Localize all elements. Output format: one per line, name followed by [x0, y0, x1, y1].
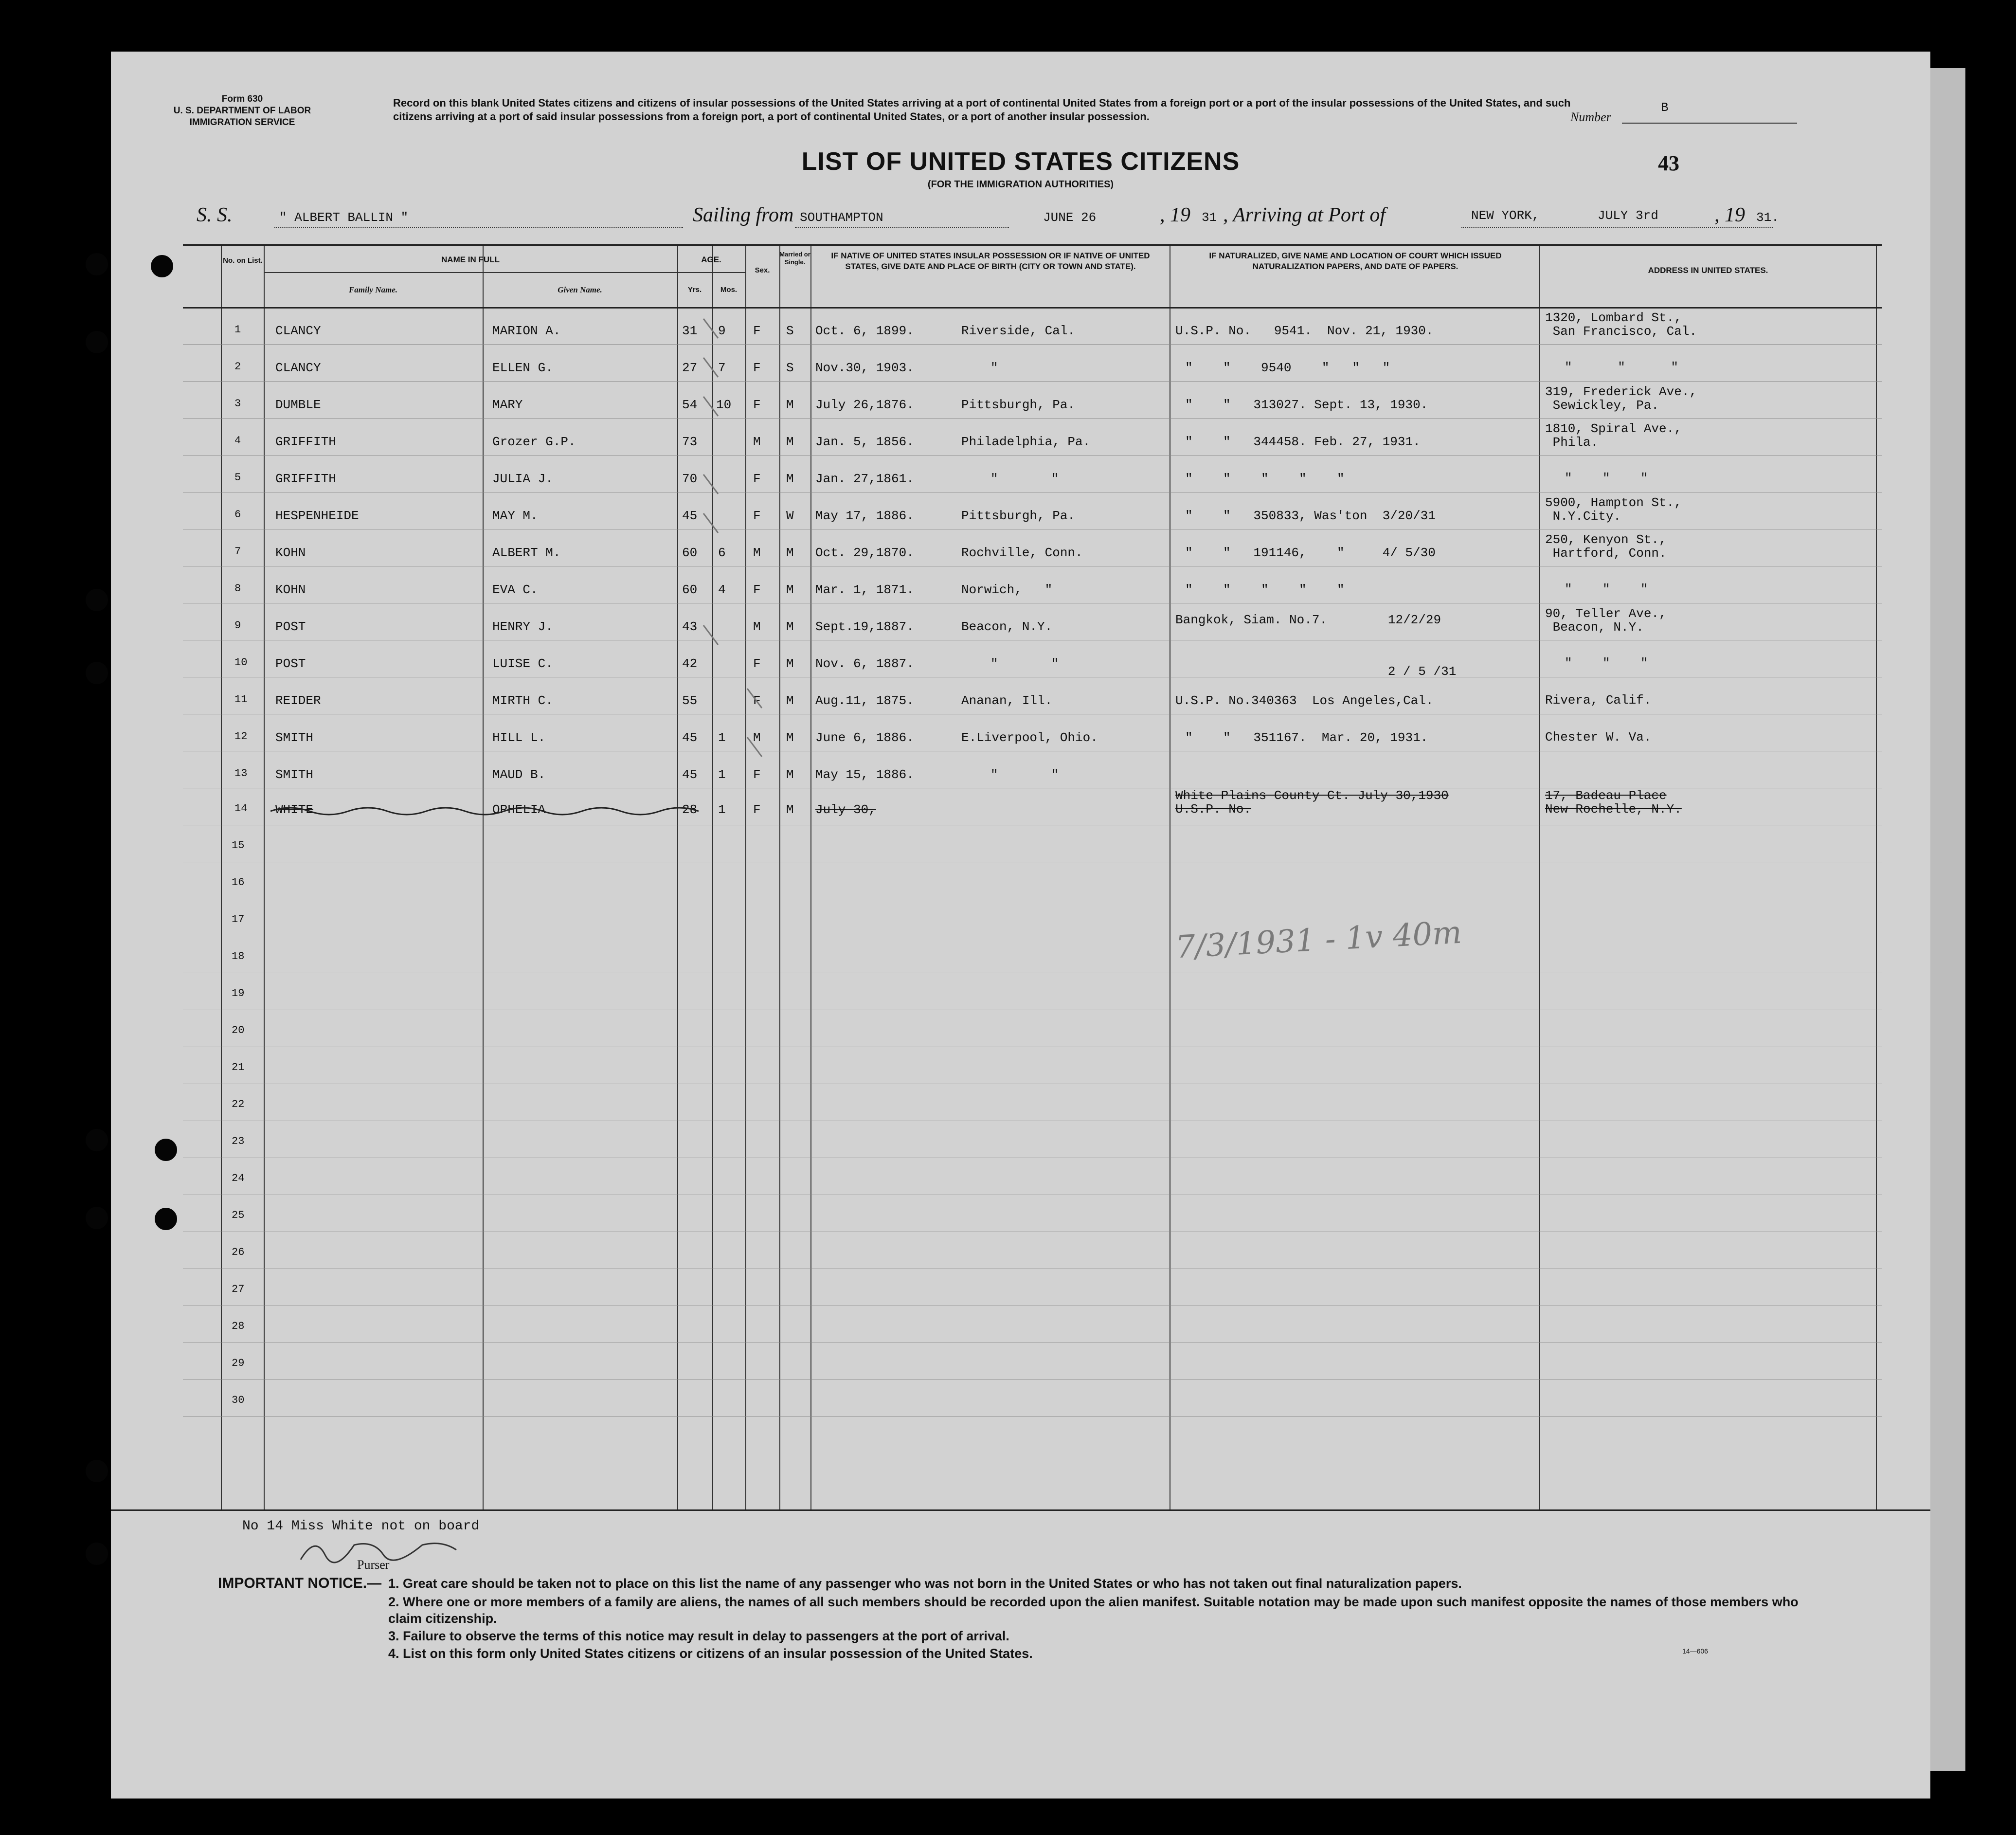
col-given-name: Given Name. — [558, 285, 602, 294]
marital-status: M — [786, 472, 794, 486]
birth-date: Nov.30, 1903. — [815, 361, 914, 375]
row-number: 10 — [234, 656, 248, 669]
family-name: POST — [275, 656, 306, 671]
birth-place: Norwich, " — [961, 582, 1053, 597]
family-name: GRIFFITH — [275, 435, 336, 449]
row-number: 3 — [234, 398, 241, 410]
table-row — [183, 351, 1882, 388]
age-years: 70 — [682, 472, 698, 486]
sex: M — [753, 545, 761, 560]
col-yrs: Yrs. — [687, 286, 702, 294]
birth-date: May 15, 1886. — [815, 767, 914, 782]
address: 5900, Hampton St., N.Y.City. — [1545, 495, 1682, 524]
header-divider — [264, 272, 677, 273]
row-number: 12 — [234, 730, 248, 743]
form-number: Form 630 — [221, 94, 263, 104]
address: 1810, Spiral Ave., Phila. — [1545, 421, 1682, 450]
number-underline — [1622, 123, 1797, 124]
departure-year: 31 — [1202, 210, 1217, 225]
row-number: 1 — [234, 324, 241, 336]
punch-hole — [86, 1129, 108, 1151]
birth-place: " " — [990, 656, 1059, 671]
form-header — [160, 93, 325, 128]
col-age: AGE. — [701, 255, 721, 264]
row-number: 22 — [232, 1098, 245, 1110]
address: Rivera, Calif. — [1545, 693, 1652, 708]
age-years: 45 — [682, 767, 698, 782]
birth-date: May 17, 1886. — [815, 509, 914, 523]
table-row — [183, 384, 1882, 425]
table-row — [183, 721, 1882, 758]
given-name: ELLEN G. — [492, 361, 553, 375]
marital-status: M — [786, 545, 794, 560]
naturalization: " " 313027. Sept. 13, 1930. — [1185, 398, 1428, 412]
table-row — [183, 573, 1882, 610]
age-years: 60 — [682, 545, 698, 560]
col-no-on-list: No. on List. — [223, 256, 263, 265]
marital-status: M — [786, 656, 794, 671]
pencil-check-marks — [684, 309, 801, 776]
family-name: KOHN — [275, 582, 306, 597]
row-number: 7 — [234, 545, 241, 558]
notice-item: 2. Where one or more members of a family are aliens, the names of all such members should be recorded upon the alien manifest. Suitable notation may be made upon such manifest opposite the names of those members who claim citizenship. — [388, 1595, 1799, 1626]
address: " " " — [1565, 656, 1648, 671]
intro-text: Record on this blank United States citizens and citizens of insular possessions of the United States arriving at a port of continental United States from a foreign port or a port of the insular possessions of the United States, and such citizens arriving at a port of said insular possessions from a foreign port, a port of continental United States, or a port of another insular possession. — [393, 97, 1571, 123]
given-name: MAY M. — [492, 509, 538, 523]
birth-place: Beacon, N.Y. — [961, 619, 1053, 634]
naturalization: " " 350833, Was'ton 3/20/31 — [1185, 509, 1436, 523]
header-divider — [677, 272, 745, 273]
family-name: KOHN — [275, 545, 306, 560]
family-name: CLANCY — [275, 361, 321, 375]
given-name: MAUD B. — [492, 767, 546, 782]
age-years: 31 — [682, 324, 698, 338]
age-years: 60 — [682, 582, 698, 597]
family-name: HESPENHEIDE — [275, 509, 359, 523]
punch-hole — [151, 255, 173, 277]
address: " " " — [1565, 582, 1648, 597]
family-name: DUMBLE — [275, 398, 321, 412]
table-row — [183, 684, 1882, 721]
table-row — [183, 495, 1882, 536]
punch-hole — [86, 1543, 108, 1565]
naturalization: " " " " " — [1185, 472, 1345, 486]
punch-hole — [155, 1208, 177, 1230]
naturalization: U.S.P. No.340363 Los Angeles,Cal. — [1175, 693, 1434, 708]
col-birth: IF NATIVE OF UNITED STATES INSULAR POSSESSION OR IF NATIVE OF UNITED STATES, GIVE DATE AND PLACE OF BIRTH (CITY OR TOWN AND STATE). — [831, 251, 1150, 271]
age-years: 45 — [682, 509, 698, 523]
birth-date: July 30, — [815, 802, 876, 817]
manifest-page — [111, 52, 1930, 1799]
age-years: 55 — [682, 693, 698, 708]
given-name: ALBERT M. — [492, 545, 561, 560]
row-number: 17 — [232, 913, 245, 926]
typed-note: No 14 Miss White not on board — [242, 1519, 480, 1534]
row-number: 4 — [234, 435, 241, 447]
sex: F — [753, 767, 761, 782]
sex: F — [753, 582, 761, 597]
inspector-note: 7/3/1931 - 1v 40m — [1174, 914, 1463, 966]
sex: F — [753, 398, 761, 412]
sex: F — [753, 509, 761, 523]
ss-label: S. S. — [197, 204, 233, 226]
important-notice-label: IMPORTANT NOTICE.— — [218, 1575, 382, 1591]
col-family-name: Family Name. — [348, 285, 398, 294]
strike-through-mark — [270, 800, 699, 820]
sailing-label: Sailing from — [693, 204, 794, 226]
birth-date: Jan. 27,1861. — [815, 472, 914, 486]
marital-status: M — [786, 582, 794, 597]
passenger-table — [183, 244, 1882, 1511]
birth-date: Nov. 6, 1887. — [815, 656, 914, 671]
birth-date: Oct. 6, 1899. — [815, 324, 914, 338]
sex: F — [753, 693, 761, 708]
table-row — [183, 532, 1882, 573]
row-number: 20 — [232, 1024, 245, 1036]
page-number: 43 — [1658, 151, 1679, 175]
department: U. S. DEPARTMENT OF LABOR — [173, 106, 311, 116]
birth-date: Jan. 5, 1856. — [815, 435, 914, 449]
form-code: 14—606 — [1682, 1647, 1708, 1655]
row-number: 16 — [232, 876, 245, 889]
sex: F — [753, 472, 761, 486]
given-name: HILL L. — [492, 730, 546, 745]
birth-place: Philadelphia, Pa. — [961, 435, 1091, 449]
row-number: 21 — [232, 1061, 245, 1073]
table-row — [183, 647, 1882, 684]
row-number: 19 — [232, 987, 245, 999]
given-name: JULIA J. — [492, 472, 553, 486]
naturalization: " " 344458. Feb. 27, 1931. — [1185, 435, 1421, 449]
given-name: EVA C. — [492, 582, 538, 597]
punch-hole — [86, 589, 108, 611]
age-years: 45 — [682, 730, 698, 745]
row-number: 18 — [232, 950, 245, 963]
age-years: 28 — [682, 802, 698, 817]
table-row — [183, 606, 1882, 647]
ship-name: " ALBERT BALLIN " — [279, 210, 409, 225]
footer-notice — [111, 1509, 1930, 1793]
table-row — [183, 310, 1882, 351]
header-bottom — [183, 307, 1882, 309]
given-name: MARION A. — [492, 324, 561, 338]
birth-date: Oct. 29,1870. — [815, 545, 914, 560]
birth-place: Pittsburgh, Pa. — [961, 509, 1076, 523]
naturalization: " " 9540 " " " — [1185, 361, 1390, 375]
ship-name-line — [274, 227, 683, 228]
family-name: POST — [275, 619, 306, 634]
family-name: GRIFFITH — [275, 472, 336, 486]
naturalization: " " " " " — [1185, 582, 1345, 597]
age-years: 73 — [682, 435, 698, 449]
row-number: 27 — [232, 1283, 245, 1295]
row-number: 30 — [232, 1394, 245, 1406]
age-months: 6 — [718, 545, 726, 560]
voyage-line — [197, 203, 1831, 233]
birth-place: E.Liverpool, Ohio. — [961, 730, 1098, 745]
address: 17, Badeau Place New Rochelle, N.Y. — [1545, 788, 1682, 817]
row-number: 26 — [232, 1246, 245, 1258]
age-months: 4 — [718, 582, 726, 597]
departure-port: SOUTHAMPTON — [800, 210, 883, 225]
marital-status: M — [786, 730, 794, 745]
birth-place: Pittsburgh, Pa. — [961, 398, 1076, 412]
row-number: 8 — [234, 582, 241, 595]
birth-date: Mar. 1, 1871. — [815, 582, 914, 597]
sex: M — [753, 619, 761, 634]
purser-label: Purser — [357, 1558, 390, 1572]
row-number: 13 — [234, 767, 248, 780]
departure-port-line — [795, 227, 1009, 228]
age-months: 9 — [718, 324, 726, 338]
row-number: 25 — [232, 1209, 245, 1221]
age-months: 10 — [716, 398, 732, 412]
punch-hole — [86, 253, 108, 275]
marital-status: M — [786, 693, 794, 708]
marital-status: W — [786, 509, 794, 523]
marital-status: M — [786, 767, 794, 782]
row-number: 24 — [232, 1172, 245, 1184]
birth-date: Aug.11, 1875. — [815, 693, 914, 708]
row-number: 6 — [234, 509, 241, 521]
birth-date: June 6, 1886. — [815, 730, 914, 745]
year-prefix-2: , 19 — [1714, 204, 1745, 226]
year-prefix-1: , 19 — [1160, 204, 1190, 226]
marital-status: S — [786, 324, 794, 338]
given-name: LUISE C. — [492, 656, 553, 671]
given-name: HENRY J. — [492, 619, 553, 634]
row-number: 5 — [234, 472, 241, 484]
birth-place: Riverside, Cal. — [961, 324, 1076, 338]
given-name: OPHELIA — [492, 802, 546, 817]
col-sex: Sex. — [755, 266, 770, 274]
naturalization: " " 351167. Mar. 20, 1931. — [1185, 730, 1428, 745]
given-name: Grozer G.P. — [492, 435, 576, 449]
naturalization: 2 / 5 /31 — [1175, 664, 1457, 679]
family-name: REIDER — [275, 693, 321, 708]
birth-place: " " — [990, 767, 1059, 782]
birth-date: Sept.19,1887. — [815, 619, 914, 634]
punch-hole — [86, 662, 108, 684]
marital-status: M — [786, 398, 794, 412]
age-months: 1 — [718, 730, 726, 745]
family-name: WHITE — [275, 802, 314, 817]
arrival-year: 31. — [1756, 210, 1779, 225]
sex: F — [753, 324, 761, 338]
sex: F — [753, 361, 761, 375]
age-months: 1 — [718, 767, 726, 782]
col-naturalized: IF NATURALIZED, GIVE NAME AND LOCATION OF COURT WHICH ISSUED NATURALIZATION PAPERS, AND DATE OF PAPERS. — [1209, 251, 1502, 271]
table-row — [183, 421, 1882, 462]
notice-item: 1. Great care should be taken not to place on this list the name of any passenger who was not born in the United States or who has not taken out final naturalization papers. — [388, 1576, 1462, 1591]
arrival-line — [1461, 227, 1773, 228]
arrival-port: NEW YORK, — [1471, 208, 1540, 223]
col-married: Married or Single. — [779, 251, 810, 266]
age-years: 27 — [682, 361, 698, 375]
family-name: SMITH — [275, 767, 314, 782]
sex: F — [753, 802, 761, 817]
birth-place: Rochville, Conn. — [961, 545, 1083, 560]
address: 90, Teller Ave., Beacon, N.Y. — [1545, 606, 1667, 635]
row-number: 29 — [232, 1357, 245, 1369]
marital-status: M — [786, 802, 794, 817]
birth-place: " — [990, 361, 998, 375]
address: 1320, Lombard St., San Francisco, Cal. — [1545, 310, 1697, 339]
punch-hole — [155, 1139, 177, 1161]
address: 250, Kenyon St., Hartford, Conn. — [1545, 532, 1667, 561]
marital-status: S — [786, 361, 794, 375]
col-mos: Mos. — [720, 286, 738, 294]
naturalization: " " 191146, " 4/ 5/30 — [1185, 545, 1436, 560]
age-months: 7 — [718, 361, 726, 375]
service: IMMIGRATION SERVICE — [189, 117, 295, 127]
naturalization: U.S.P. No. 9541. Nov. 21, 1930. — [1175, 324, 1434, 338]
col-address: ADDRESS IN UNITED STATES. — [1648, 266, 1768, 275]
age-years: 42 — [682, 656, 698, 671]
table-row — [183, 462, 1882, 499]
birth-date: July 26,1876. — [815, 398, 914, 412]
arriving-label: , Arriving at Port of — [1223, 204, 1386, 226]
arrival-date: JULY 3rd — [1598, 208, 1658, 223]
row-number: 28 — [232, 1320, 245, 1332]
given-name: MARY — [492, 398, 523, 412]
birth-place: " " — [990, 472, 1059, 486]
row-number: 2 — [234, 361, 241, 373]
row-number: 23 — [232, 1135, 245, 1147]
family-name: CLANCY — [275, 324, 321, 338]
punch-hole — [86, 331, 108, 353]
notice-item: 4. List on this form only United States citizens or citizens of an insular possession of the United States. — [388, 1646, 1033, 1661]
age-years: 43 — [682, 619, 698, 634]
naturalization: White Plains County Ct. July 30,1930 U.S.P. No. — [1175, 788, 1449, 817]
naturalization: Bangkok, Siam. No.7. 12/2/29 — [1175, 613, 1441, 627]
address: " " " — [1565, 471, 1648, 486]
given-name: MIRTH C. — [492, 693, 553, 708]
family-name: SMITH — [275, 730, 314, 745]
page-subtitle: (FOR THE IMMIGRATION AUTHORITIES) — [927, 179, 1114, 190]
punch-hole — [86, 1207, 108, 1229]
birth-place: Ananan, Ill. — [961, 693, 1053, 708]
address: " " " — [1565, 360, 1679, 375]
punch-hole — [86, 1460, 108, 1482]
row-number: 9 — [234, 619, 241, 632]
number-value: B — [1661, 100, 1669, 115]
row-number: 15 — [232, 839, 245, 852]
age-years: 54 — [682, 398, 698, 412]
marital-status: M — [786, 435, 794, 449]
notice-item: 3. Failure to observe the terms of this notice may result in delay to passengers at the port of arrival. — [388, 1629, 1009, 1643]
address: Chester W. Va. — [1545, 730, 1652, 745]
age-months: 1 — [718, 802, 726, 817]
number-label: Number — [1570, 110, 1611, 124]
row-number: 14 — [234, 802, 248, 815]
page-title: LIST OF UNITED STATES CITIZENS — [801, 147, 1240, 176]
departure-date: JUNE 26 — [1043, 210, 1097, 225]
row-number: 11 — [234, 693, 248, 706]
marital-status: M — [786, 619, 794, 634]
col-name-in-full: NAME IN FULL — [441, 255, 500, 264]
sex: M — [753, 730, 761, 745]
address: 319, Frederick Ave., Sewickley, Pa. — [1545, 384, 1697, 413]
sex: M — [753, 435, 761, 449]
sex: F — [753, 656, 761, 671]
